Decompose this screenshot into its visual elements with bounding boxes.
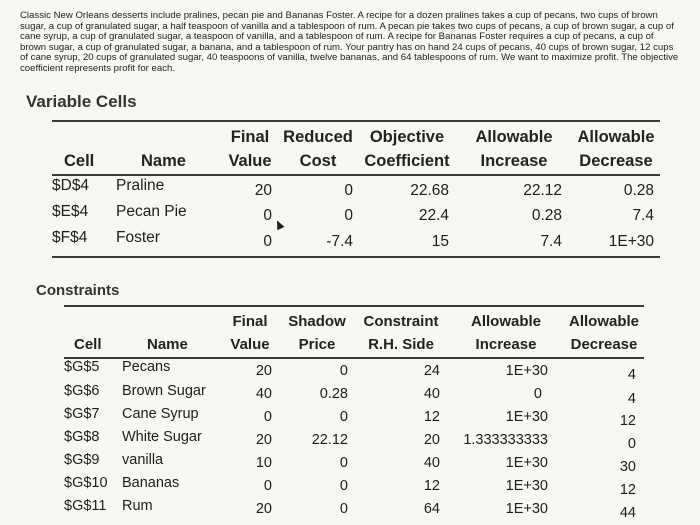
table-row-allow-inc: 1E+30 xyxy=(505,409,548,425)
header-objective: Objective xyxy=(369,128,445,146)
table-row-cell: $G$5 xyxy=(64,359,100,375)
header-rh-side: R.H. Side xyxy=(368,336,434,353)
constraints-title: Constraints xyxy=(36,282,120,299)
header-increase: Increase xyxy=(480,152,548,170)
table-row-rh-side: 40 xyxy=(423,386,440,402)
table-row-cell: $G$10 xyxy=(64,475,108,491)
header-constraint: Constraint xyxy=(363,313,439,330)
table-row-final-value: 0 xyxy=(263,478,272,494)
table-row-allow-dec: 12 xyxy=(619,482,636,498)
table-row-allow-inc: 1E+30 xyxy=(505,501,548,517)
header-cell: Cell xyxy=(64,152,95,170)
table-row-shadow-price: 0 xyxy=(339,455,348,471)
table-row-name: Bananas xyxy=(122,475,180,491)
variable-cells-top-rule xyxy=(52,120,660,122)
table-row-allow-dec: 12 xyxy=(619,413,636,429)
table-row-allow-dec: 0.28 xyxy=(623,182,654,199)
table-row-allow-dec: 44 xyxy=(619,505,636,521)
table-row-allow-inc: 1.333333333 xyxy=(463,432,548,448)
table-row-rh-side: 24 xyxy=(423,363,440,379)
table-row-allow-inc: 1E+30 xyxy=(505,455,548,471)
table-row-allow-inc: 0.28 xyxy=(531,207,562,224)
constraints-top-rule xyxy=(64,305,644,307)
header-name: Name xyxy=(147,336,188,353)
table-row-cell: $G$6 xyxy=(64,383,100,399)
table-row-name: White Sugar xyxy=(122,429,202,445)
table-row-final-value: 0 xyxy=(263,207,272,224)
table-row-cell: $G$7 xyxy=(64,406,100,422)
table-row-final-value: 0 xyxy=(263,409,272,425)
table-row-name: Cane Syrup xyxy=(122,406,199,422)
header-cost: Cost xyxy=(299,152,337,170)
header-allowable-inc: Allowable xyxy=(470,313,541,330)
table-row-name: Brown Sugar xyxy=(122,383,206,399)
table-row-rh-side: 12 xyxy=(423,478,440,494)
header-allowable-dec: Allowable xyxy=(568,313,639,330)
header-value: Value xyxy=(228,152,272,170)
table-row-cell: $D$4 xyxy=(52,177,90,194)
header-name: Name xyxy=(141,152,186,170)
header-value: Value xyxy=(230,336,270,353)
header-price: Price xyxy=(298,336,336,353)
table-row-shadow-price: 0 xyxy=(339,478,348,494)
table-row-objective: 22.68 xyxy=(410,182,449,199)
variable-cells-bottom-rule xyxy=(52,256,660,258)
table-row-shadow-price: 0 xyxy=(339,363,348,379)
table-row-rh-side: 12 xyxy=(423,409,440,425)
table-row-shadow-price: 0 xyxy=(339,409,348,425)
table-row-final-value: 40 xyxy=(255,386,272,402)
table-row-allow-inc: 7.4 xyxy=(540,233,562,250)
table-row-name: Praline xyxy=(116,177,165,194)
table-row-allow-dec: 4 xyxy=(627,367,636,383)
table-row-rh-side: 40 xyxy=(423,455,440,471)
table-row-objective: 22.4 xyxy=(418,207,449,224)
table-row-shadow-price: 0 xyxy=(339,501,348,517)
table-row-name: Pecans xyxy=(122,359,171,375)
table-row-reduced-cost: -7.4 xyxy=(326,233,353,250)
table-row-final-value: 20 xyxy=(254,182,272,199)
table-row-name: Pecan Pie xyxy=(116,203,187,220)
table-row-allow-inc: 0 xyxy=(533,386,542,402)
table-row-cell: $F$4 xyxy=(52,229,88,246)
table-row-cell: $E$4 xyxy=(52,203,89,220)
table-row-reduced-cost: 0 xyxy=(344,207,353,224)
header-decrease: Decrease xyxy=(570,336,638,353)
header-reduced: Reduced xyxy=(283,128,353,146)
table-row-shadow-price: 22.12 xyxy=(311,432,348,448)
table-row-name: vanilla xyxy=(122,452,164,468)
variable-cells-title: Variable Cells xyxy=(26,92,137,111)
table-row-cell: $G$9 xyxy=(64,452,100,468)
variable-cells-header-rule xyxy=(52,174,660,176)
header-final: Final xyxy=(230,128,270,146)
table-row-name: Foster xyxy=(116,229,160,246)
header-increase: Increase xyxy=(475,336,537,353)
table-row-rh-side: 20 xyxy=(423,432,440,448)
table-row-cell: $G$8 xyxy=(64,429,100,445)
table-row-objective: 15 xyxy=(431,233,449,250)
table-row-final-value: 20 xyxy=(255,432,272,448)
header-shadow: Shadow xyxy=(288,313,346,330)
table-row-allow-dec: 4 xyxy=(627,391,636,407)
table-row-final-value: 20 xyxy=(255,501,272,517)
header-decrease: Decrease xyxy=(579,152,653,170)
header-allowable-inc: Allowable xyxy=(475,128,553,146)
table-row-shadow-price: 0.28 xyxy=(319,386,348,402)
table-row-allow-dec: 7.4 xyxy=(632,207,654,224)
problem-statement: Classic New Orleans desserts include pralines, pecan pie and Bananas Foster. A recipe for a dozen pralines takes a cup of pecans, two cups of brown sugar, a cup of granulated sugar, a half teaspoon of vanilla and a tablespoon of rum. A pecan pie takes two cups of pecans, a cup of brown sugar, a cup of cane syrup, a cup of granulated sugar, a teaspoon of vanilla, and a tablespoon of rum. A recipe for Bananas Foster requires a cup of pecans, a cup of brown sugar, a cup of granulated sugar, a banana, and a tablespoon of rum. Your pantry has on hand 24 cups of pecans, 40 cups of brown sugar, 12 cups of cane syrup, 20 cups of granulated sugar, 40 teaspoons of vanilla, twelve bananas, and 64 tablespoons of rum. We want to maximize profit. The objective coefficient represents profit for each. xyxy=(20,10,679,74)
table-row-allow-dec: 0 xyxy=(627,436,636,452)
header-allowable-dec: Allowable xyxy=(577,128,655,146)
table-row-allow-inc: 1E+30 xyxy=(505,363,548,379)
table-row-final-value: 20 xyxy=(255,363,272,379)
table-row-cell: $G$11 xyxy=(64,498,107,514)
table-row-rh-side: 64 xyxy=(423,501,440,517)
table-row-name: Rum xyxy=(122,498,153,514)
table-row-final-value: 0 xyxy=(263,233,272,250)
table-row-allow-inc: 22.12 xyxy=(523,182,562,199)
header-coefficient: Coefficient xyxy=(364,152,450,170)
table-row-allow-dec: 30 xyxy=(619,459,636,475)
header-cell: Cell xyxy=(74,336,102,353)
header-final: Final xyxy=(232,313,268,330)
table-row-allow-inc: 1E+30 xyxy=(505,478,548,494)
table-row-reduced-cost: 0 xyxy=(344,182,353,199)
table-row-allow-dec: 1E+30 xyxy=(608,233,654,250)
table-row-final-value: 10 xyxy=(255,455,272,471)
